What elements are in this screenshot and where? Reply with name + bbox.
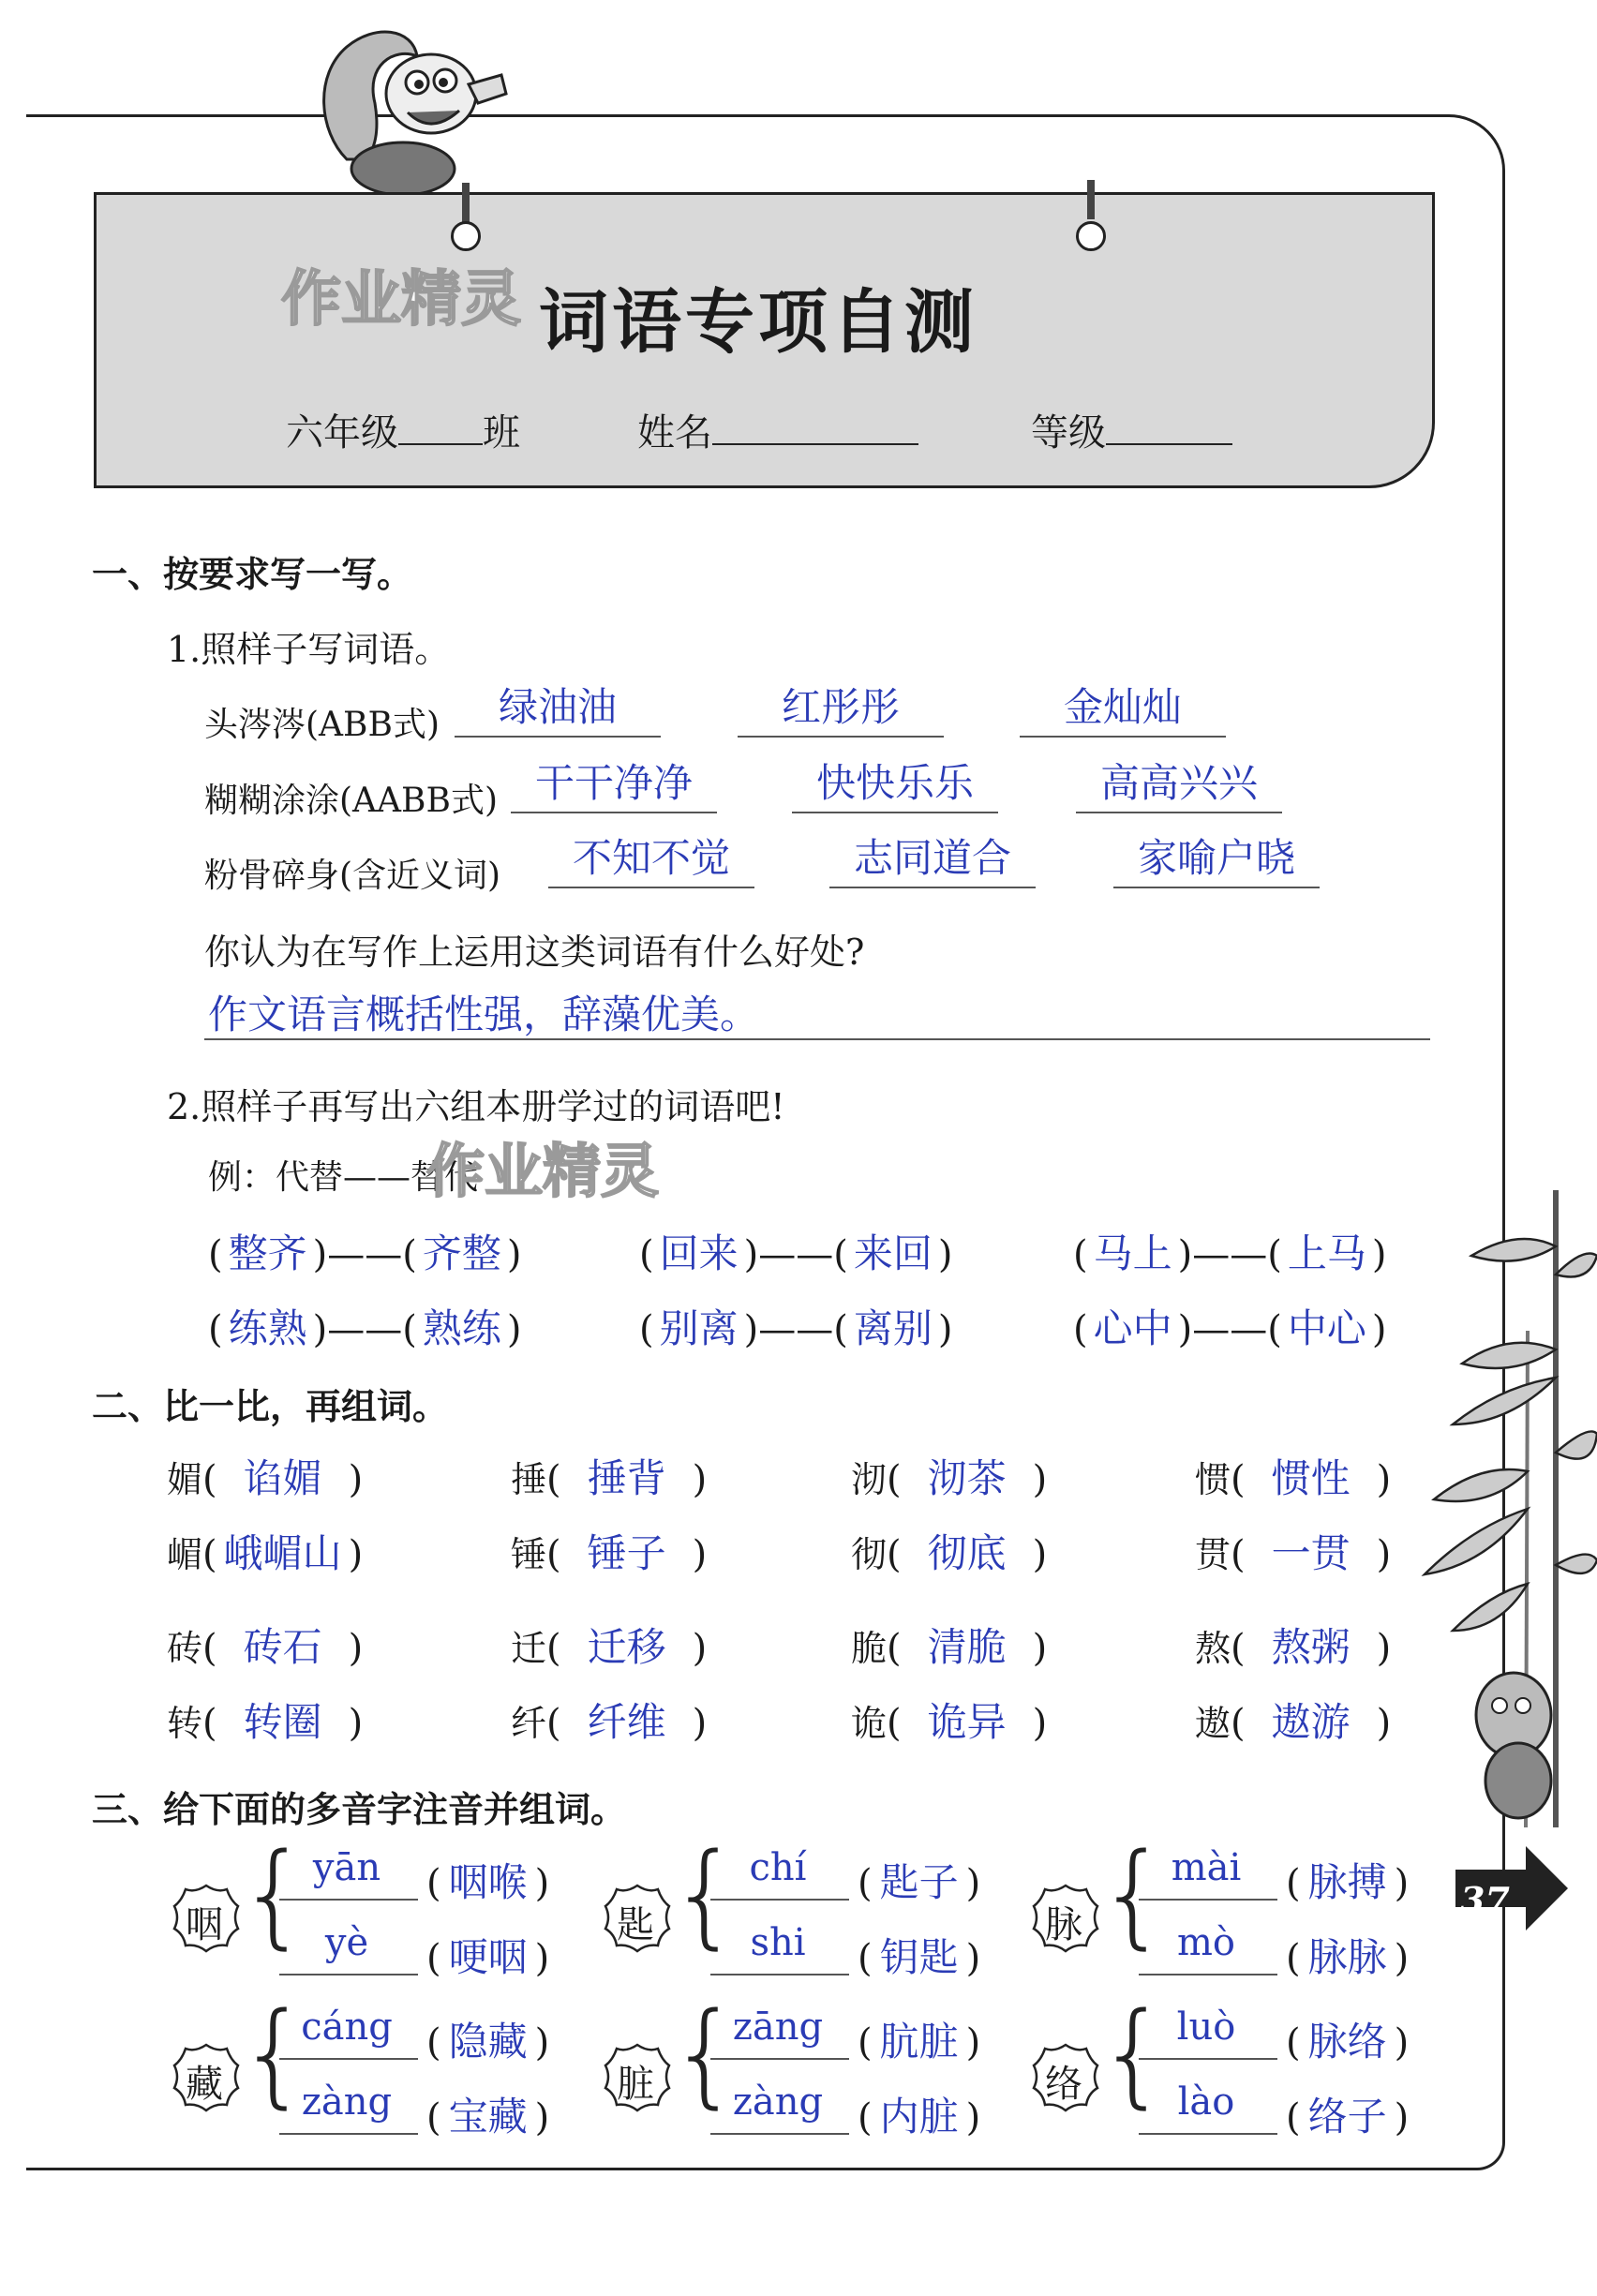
page-number: 37: [1460, 1879, 1510, 1921]
polyphone-group: [1028, 1990, 1440, 2144]
compare-answer: 惯性: [1271, 1455, 1351, 1501]
page-title: 词语专项自测: [539, 282, 978, 363]
row3-answer-3: 家喻户晓: [1137, 835, 1295, 881]
compare-answer: 纤维: [587, 1699, 666, 1745]
polyphone-word: ( 络子 ): [1286, 2086, 1409, 2142]
squirrel-illustration: [309, 19, 525, 197]
polyphone-char: 脏: [617, 2063, 654, 2106]
pinyin-answer: zàng: [301, 2080, 393, 2124]
section3-heading: 三、给下面的多音字注音并组词。: [92, 1789, 627, 1830]
brace-icon: {: [238, 1830, 310, 1961]
compare-char: 遨: [1195, 1703, 1231, 1744]
polyphone-word-answer: 宝藏: [448, 2094, 528, 2139]
compare-char: 捶: [511, 1459, 547, 1500]
compare-char: 诡: [851, 1703, 888, 1744]
compare-item: 诡( 诡异 ): [851, 1692, 1047, 1748]
section1-heading: 一、按要求写一写。: [92, 554, 413, 595]
polyphone-word-answer: 内脏: [879, 2094, 959, 2139]
polyphone-group: [169, 1990, 581, 2144]
polyphone-word-answer: 隐藏: [448, 2019, 528, 2065]
polyphone-char: 咽: [186, 1903, 223, 1946]
polyphone-char: 匙: [617, 1903, 654, 1946]
polyphone-word-answer: 脉脉: [1307, 1934, 1387, 1980]
underline: [455, 736, 661, 738]
word-pair: ( 整齐 )——( 齐整 ): [208, 1223, 521, 1279]
brace-icon: {: [669, 1990, 741, 2120]
compare-char: 沏: [851, 1459, 888, 1500]
polyphone-word: ( 钥匙 ): [858, 1927, 980, 1983]
polyphone-group: [169, 1830, 581, 1985]
underline: [710, 1899, 849, 1901]
pinyin-answer: chí: [749, 1846, 807, 1889]
brace-icon: {: [1097, 1990, 1170, 2120]
compare-item: 遨( 遨游 ): [1195, 1692, 1391, 1748]
underline: [1139, 1974, 1277, 1975]
brace-icon: {: [669, 1830, 741, 1961]
compare-item: 转( 转圈 ): [167, 1692, 363, 1748]
pinyin-answer: lào: [1177, 2080, 1235, 2124]
compare-answer: 迁移: [587, 1624, 666, 1670]
word-pair: ( 心中 )——( 中心 ): [1073, 1298, 1386, 1354]
compare-char: 惯: [1195, 1459, 1231, 1500]
polyphone-word-answer: 匙子: [879, 1859, 959, 1905]
pinyin-answer: yè: [324, 1921, 369, 1964]
name-field: 姓名: [637, 403, 918, 456]
row2-answer-1: 干干净净: [534, 760, 693, 806]
pair-word-b: 中心: [1287, 1305, 1366, 1351]
compare-answer: 清脆: [927, 1624, 1007, 1670]
pinyin-answer: zāng: [732, 2005, 824, 2049]
compare-answer: 诡异: [927, 1699, 1007, 1745]
polyphone-word: ( 脉络 ): [1286, 2011, 1409, 2067]
watermark: 作业精灵: [281, 265, 521, 335]
polyphone-char: 络: [1045, 2063, 1082, 2106]
underline: [204, 1038, 1430, 1040]
compare-answer: 遨游: [1271, 1699, 1351, 1745]
pair-word-b: 上马: [1287, 1230, 1366, 1276]
compare-item: 脆( 清脆 ): [851, 1617, 1047, 1673]
polyphone-word: ( 宝藏 ): [426, 2086, 549, 2142]
compare-item: 沏( 沏茶 ): [851, 1448, 1047, 1504]
polyphone-group: [600, 1990, 1012, 2144]
polyphone-word-answer: 脉搏: [1307, 1859, 1387, 1905]
compare-answer: 峨嵋山: [223, 1530, 342, 1576]
compare-item: 纤( 纤维 ): [511, 1692, 707, 1748]
compare-answer: 熬粥: [1271, 1624, 1351, 1670]
q1-followup-question: 你认为在写作上运用这类词语有什么好处?: [204, 932, 865, 973]
row1-answer-1: 绿油油: [498, 684, 617, 730]
compare-answer: 一贯: [1271, 1530, 1351, 1576]
polyphone-group: [600, 1830, 1012, 1985]
polyphone-char: 藏: [186, 2063, 223, 2106]
compare-char: 熬: [1195, 1628, 1231, 1669]
compare-item: 熬( 熬粥 ): [1195, 1617, 1391, 1673]
pinyin-answer: mài: [1171, 1846, 1242, 1889]
brace-icon: {: [238, 1990, 310, 2120]
q2-instruction: 2.照样子再写出六组本册学过的词语吧!: [167, 1086, 785, 1127]
compare-char: 彻: [851, 1534, 888, 1575]
compare-item: 惯( 惯性 ): [1195, 1448, 1391, 1504]
polyphone-group: [1028, 1830, 1440, 1985]
row1-label: 头涔涔(ABB式): [204, 706, 440, 744]
pair-word-a: 练熟: [228, 1305, 307, 1351]
q2-example: 例：代替——替代: [208, 1158, 479, 1197]
pair-word-a: 回来: [659, 1230, 739, 1276]
polyphone-word-answer: 络子: [1307, 2094, 1387, 2139]
polyphone-word: ( 匙子 ): [858, 1852, 980, 1908]
row1-answer-2: 红彤彤: [781, 684, 900, 730]
pair-word-b: 离别: [853, 1305, 933, 1351]
section2-heading: 二、比一比，再组词。: [92, 1386, 449, 1427]
underline: [548, 887, 754, 888]
polyphone-word-answer: 肮脏: [879, 2019, 959, 2065]
compare-item: 锤( 锤子 ): [511, 1523, 707, 1579]
polyphone-word-answer: 咽喉: [448, 1859, 528, 1905]
pinyin-answer: shi: [750, 1921, 806, 1964]
compare-answer: 砖石: [243, 1624, 322, 1670]
compare-char: 砖: [167, 1628, 203, 1669]
polyphone-word: ( 隐藏 ): [426, 2011, 549, 2067]
compare-answer: 锤子: [587, 1530, 666, 1576]
pair-word-a: 别离: [659, 1305, 739, 1351]
pair-word-b: 齐整: [422, 1230, 501, 1276]
word-pair: ( 练熟 )——( 熟练 ): [208, 1298, 521, 1354]
underline: [279, 2133, 418, 2135]
pair-word-b: 熟练: [422, 1305, 501, 1351]
pair-word-a: 整齐: [228, 1230, 307, 1276]
pinyin-answer: luò: [1176, 2005, 1236, 2049]
grade-field: 六年级 班: [286, 411, 520, 455]
bamboo-illustration: [1415, 1190, 1597, 1827]
underline: [710, 1974, 849, 1975]
pair-word-a: 心中: [1093, 1305, 1172, 1351]
compare-item: 媚( 谄媚 ): [167, 1448, 363, 1504]
compare-item: 迁( 迁移 ): [511, 1617, 707, 1673]
compare-answer: 沏茶: [927, 1455, 1007, 1501]
row3-answer-2: 志同道合: [853, 835, 1011, 881]
underline: [710, 2133, 849, 2135]
word-pair: ( 马上 )——( 上马 ): [1073, 1223, 1386, 1279]
underline: [279, 1974, 418, 1975]
compare-item: 彻( 彻底 ): [851, 1523, 1047, 1579]
underline: [279, 1899, 418, 1901]
pin-stick-left: [462, 183, 470, 222]
underline: [710, 2058, 849, 2060]
compare-char: 脆: [851, 1628, 888, 1669]
compare-answer: 转圈: [243, 1699, 322, 1745]
underline: [1139, 2133, 1277, 2135]
compare-char: 纤: [511, 1703, 547, 1744]
compare-answer: 捶背: [587, 1455, 666, 1501]
compare-answer: 谄媚: [243, 1455, 322, 1501]
underline: [792, 812, 998, 813]
compare-item: 贯( 一贯 ): [1195, 1523, 1391, 1579]
q1-instruction: 1.照样子写词语。: [167, 629, 451, 670]
underline: [1076, 812, 1282, 813]
word-pair: ( 别离 )——( 离别 ): [639, 1298, 952, 1354]
row3-answer-1: 不知不觉: [572, 835, 730, 881]
polyphone-word-answer: 钥匙: [879, 1934, 959, 1980]
compare-char: 贯: [1195, 1534, 1231, 1575]
underline: [279, 2058, 418, 2060]
polyphone-word: ( 肮脏 ): [858, 2011, 980, 2067]
compare-item: 嵋( 峨嵋山 ): [167, 1523, 363, 1579]
level-field: 等级: [1031, 403, 1232, 456]
pinyin-answer: mò: [1176, 1921, 1235, 1964]
compare-char: 锤: [511, 1534, 547, 1575]
underline: [1139, 1899, 1277, 1901]
pair-word-b: 来回: [853, 1230, 933, 1276]
watermark-2: 作业精灵: [426, 1137, 660, 1205]
pair-word-a: 马上: [1093, 1230, 1172, 1276]
compare-answer: 彻底: [927, 1530, 1007, 1576]
pin-left-icon: [451, 221, 481, 251]
polyphone-word: ( 脉搏 ): [1286, 1852, 1409, 1908]
pinyin-answer: cáng: [301, 2005, 393, 2049]
polyphone-word: ( 哽咽 ): [426, 1927, 549, 1983]
underline: [511, 812, 717, 813]
pin-right-icon: [1076, 221, 1106, 251]
row2-answer-3: 高高兴兴: [1099, 760, 1258, 806]
polyphone-char: 脉: [1045, 1903, 1082, 1946]
underline: [1020, 736, 1226, 738]
compare-char: 转: [167, 1703, 203, 1744]
row1-answer-3: 金灿灿: [1063, 684, 1182, 730]
brace-icon: {: [1097, 1830, 1170, 1961]
pin-stick-right: [1087, 180, 1095, 219]
pinyin-answer: zàng: [732, 2080, 824, 2124]
pinyin-answer: yān: [312, 1846, 381, 1889]
compare-item: 捶( 捶背 ): [511, 1448, 707, 1504]
compare-char: 媚: [167, 1459, 203, 1500]
row3-label: 粉骨碎身(含近义词): [204, 857, 501, 895]
row2-answer-2: 快快乐乐: [815, 760, 974, 806]
row2-label: 糊糊涂涂(AABB式): [204, 782, 498, 820]
underline: [738, 736, 944, 738]
underline: [1113, 887, 1320, 888]
polyphone-word: ( 脉脉 ): [1286, 1927, 1409, 1983]
underline: [829, 887, 1036, 888]
underline: [1139, 2058, 1277, 2060]
polyphone-word: ( 内脏 ): [858, 2086, 980, 2142]
polyphone-word: ( 咽喉 ): [426, 1852, 549, 1908]
polyphone-word-answer: 哽咽: [448, 1934, 528, 1980]
compare-char: 迁: [511, 1628, 547, 1669]
compare-char: 嵋: [167, 1534, 203, 1575]
q1-followup-answer: 作文语言概括性强，辞藻优美。: [208, 991, 760, 1037]
word-pair: ( 回来 )——( 来回 ): [639, 1223, 952, 1279]
compare-item: 砖( 砖石 ): [167, 1617, 363, 1673]
polyphone-word-answer: 脉络: [1307, 2019, 1387, 2065]
